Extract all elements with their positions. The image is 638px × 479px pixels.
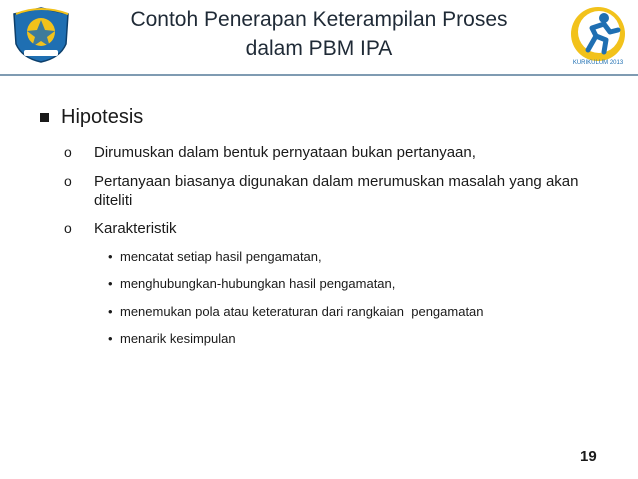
square-bullet-icon	[40, 113, 49, 122]
logo-caption: KURIKULUM 2013	[572, 60, 624, 66]
list-item	[108, 248, 600, 265]
dot-bullet-icon: •	[108, 304, 113, 319]
title-line-1: Contoh Penerapan Keterampilan Proses	[130, 8, 508, 31]
heading-text: Hipotesis	[61, 106, 144, 128]
dot-bullet-icon: •	[108, 276, 113, 291]
heading-hipotesis	[40, 105, 143, 129]
characteristic-text: menemukan pola atau keteraturan dari rangkaian pengamatan	[120, 304, 484, 319]
characteristic-text: mencatat setiap hasil pengamatan,	[120, 249, 322, 264]
page-number: 19	[580, 448, 597, 465]
characteristic-text: menarik kesimpulan	[120, 331, 236, 346]
title-divider	[0, 74, 638, 76]
kurikulum-2013-logo	[566, 4, 630, 68]
circle-bullet-icon: o	[64, 144, 72, 160]
dot-bullet-icon: •	[108, 331, 113, 346]
slide-title	[90, 5, 548, 63]
list-item	[108, 303, 600, 320]
point-text: Karakteristik	[94, 220, 177, 237]
tut-wuri-handayani-logo	[10, 6, 72, 64]
dot-bullet-icon: •	[108, 249, 113, 264]
characteristic-text: menghubungkan-hubungkan hasil pengamatan,	[120, 276, 396, 291]
title-line-2: dalam PBM IPA	[245, 37, 393, 60]
list-item	[108, 330, 600, 347]
circle-bullet-icon: o	[64, 173, 72, 189]
circle-bullet-icon: o	[64, 220, 72, 236]
list-item	[108, 275, 600, 292]
point-text: Dirumuskan dalam bentuk pernyataan bukan pertanyaan,	[94, 144, 476, 161]
point-text: Pertanyaan biasanya digunakan dalam merumuskan masalah yang akan diteliti	[94, 173, 579, 209]
